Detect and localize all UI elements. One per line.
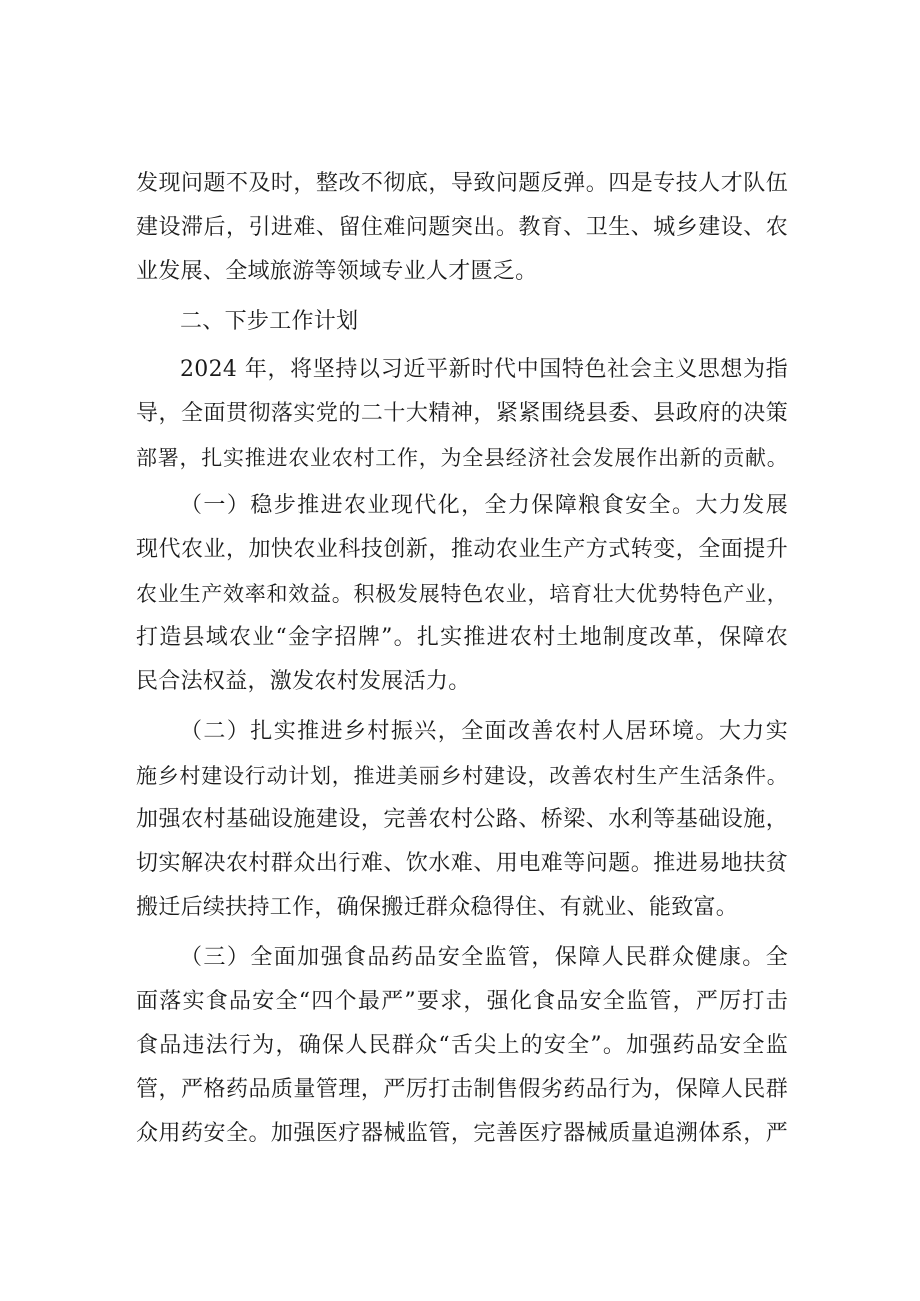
paragraph-line: 切实解决农村群众出行难、饮水难、用电难等问题。推进易地扶贫 (136, 851, 788, 876)
paragraph-line: 导，全面贯彻落实党的二十大精神，紧紧围绕县委、县政府的决策 (136, 401, 788, 426)
paragraph-line: 食品违法行为，确保人民群众“舌尖上的安全”。加强药品安全监 (136, 1033, 788, 1058)
paragraph-line: 面落实食品安全“四个最严”要求，强化食品安全监管，严厉打击 (136, 989, 788, 1014)
paragraph-line: 搬迁后续扶持工作，确保搬迁群众稳得住、有就业、能致富。 (136, 895, 739, 920)
paragraph-line: 发现问题不及时，整改不彻底，导致问题反弹。四是专技人才队伍 (136, 171, 788, 196)
paragraph-line: 民合法权益，激发农村发展活力。 (136, 669, 471, 694)
paragraph-line: 管，严格药品质量管理，严厉打击制售假劣药品行为，保障人民群 (136, 1077, 788, 1102)
paragraph-line: 现代农业，加快农业科技创新，推动农业生产方式转变，全面提升 (136, 537, 788, 562)
paragraph-line: 打造县域农业“金字招牌”。扎实推进农村土地制度改革，保障农 (136, 625, 788, 650)
paragraph-line: 建设滞后，引进难、留住难问题突出。教育、卫生、城乡建设、农 (136, 215, 788, 240)
paragraph-line: 业发展、全域旅游等领域专业人才匮乏。 (136, 259, 538, 284)
paragraph-line: 农业生产效率和效益。积极发展特色农业，培育壮大优势特色产业， (136, 582, 788, 606)
paragraph-line: 施乡村建设行动计划，推进美丽乡村建设，改善农村生产生活条件。 (136, 764, 788, 788)
paragraph-line: 众用药安全。加强医疗器械监管，完善医疗器械质量追溯体系，严 (136, 1121, 788, 1146)
paragraph-line: 2024 年，将坚持以习近平新时代中国特色社会主义思想为指 (180, 357, 788, 382)
paragraph-line: （一）稳步推进农业现代化，全力保障粮食安全。大力发展 (180, 493, 788, 518)
paragraph-line: （三）全面加强食品药品安全监管，保障人民群众健康。全 (180, 945, 788, 970)
paragraph-line: 加强农村基础设施建设，完善农村公路、桥梁、水利等基础设施， (136, 807, 788, 832)
paragraph-line: （二）扎实推进乡村振兴，全面改善农村人居环境。大力实 (180, 719, 788, 744)
paragraph-line: 部署，扎实推进农业农村工作，为全县经济社会发展作出新的贡献。 (136, 446, 788, 470)
section-heading: 二、下步工作计划 (180, 309, 359, 334)
